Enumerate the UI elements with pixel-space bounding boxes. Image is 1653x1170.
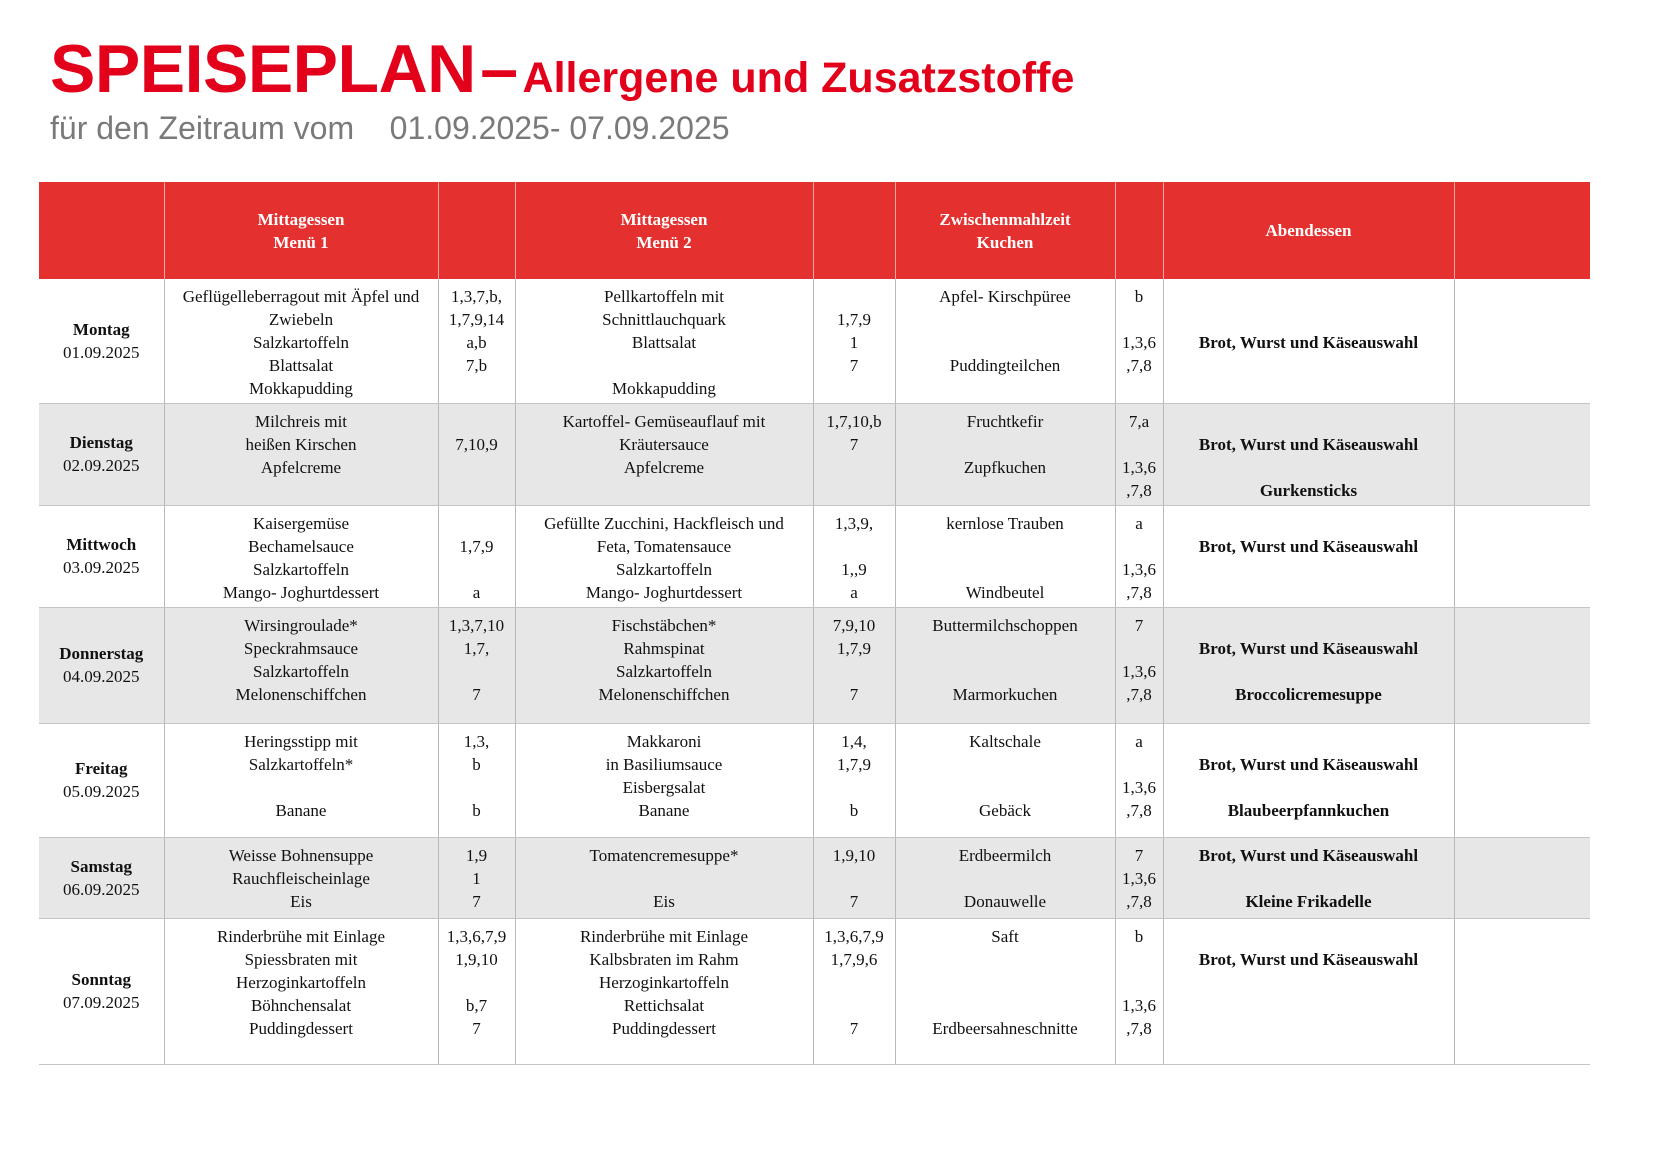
evening-line [1166,456,1452,479]
menu1-line: Herzoginkartoffeln [236,972,366,992]
menu2-line: Salzkartoffeln [616,661,712,681]
menu1-line: Weisse Bohnensuppe [228,845,374,865]
menu2-line: Kalbsbraten im Rahm [589,949,739,969]
menu1-line: Mango- Joghurtdessert [222,582,380,602]
evening-line: Brot, Wurst und Käseauswahl [1198,333,1419,352]
menu2-codes-line: 1,7,9 [837,310,871,329]
menu1-codes-line: 1,3, [463,731,490,751]
menu1-line: Salzkartoffeln [253,661,349,681]
header-row [39,182,1590,279]
evening-line [1166,776,1452,799]
snack-codes-line: b [1134,926,1144,946]
menu2-codes-line: 7 [849,1018,859,1038]
evening-line: Brot, Wurst und Käseauswahl [1198,638,1419,658]
menu2-cell [515,723,813,837]
day-name: Freitag [74,759,128,778]
menu1-codes-line: 1,3,7,10 [448,615,505,635]
menu1-codes-line [441,410,513,433]
day-cell [39,505,164,607]
menu1-codes-line: b [472,800,481,820]
snack-line: Erdbeersahneschnitte [932,1018,1078,1038]
menu2-cell [515,279,813,403]
snack-cell [895,723,1115,837]
evening-cell [1163,279,1454,403]
menu2-cell [515,837,813,918]
menu1-codes-line: 7,b [465,356,488,375]
menu2-codes-line: 7 [849,434,859,454]
menu2-codes-line: 1,9,10 [832,845,876,865]
menu1-codes-cell [438,403,515,505]
menu2-line: in Basiliumsauce [605,754,723,774]
header-menu1 [164,182,438,279]
menu2-codes-line: 1,4, [841,731,867,751]
snack-line: Donauwelle [963,891,1047,911]
evening-line: Brot, Wurst und Käseauswahl [1198,845,1419,865]
snack-codes-line: 1,3,6 [1122,777,1156,797]
evening-line: Brot, Wurst und Käseauswahl [1198,754,1419,774]
menu2-codes-cell [813,918,895,1064]
snack-codes-line [1118,753,1161,776]
snack-line [898,331,1113,354]
menu2-codes-line [816,285,893,308]
title-main: SPEISEPLAN [50,31,476,107]
extra-cell [1454,837,1590,918]
menu2-line: Makkaroni [626,731,702,751]
day-name: Montag [72,319,130,339]
menu2-line: Feta, Tomatensauce [596,536,732,556]
menu2-codes-line: 7 [849,356,859,375]
menu1-line: Kaisergemüse [253,513,349,533]
table-row [39,279,1590,403]
menu1-codes-line: a,b [466,333,487,352]
menu1-codes-line: 1,7,9 [459,536,494,556]
table-row [39,723,1590,837]
menu1-codes-line: 7 [472,891,481,911]
extra-cell [1454,279,1590,403]
period-label: für den Zeitraum vom [50,110,355,146]
menu2-codes-line: b [849,800,859,820]
snack-codes-line: 1,3,6 [1122,559,1156,579]
menu1-codes-line: 1,7,9,14 [448,310,505,329]
snack-line: Zupfkuchen [963,457,1047,477]
snack-codes-line: ,7,8 [1126,1018,1152,1038]
menu1-codes-cell [438,279,515,403]
snack-codes-cell [1115,607,1163,723]
evening-cell [1163,837,1454,918]
menu2-line: Eisbergsalat [622,777,706,797]
menu1-line: Eis [290,891,312,911]
snack-codes-line: ,7,8 [1126,684,1152,704]
snack-codes-line: 7 [1134,845,1144,865]
menu1-line: heißen Kirschen [245,434,357,454]
header-menu2-codes [813,182,895,279]
menu1-line: Geflügelleberragout mit Äpfel und [182,287,420,306]
menu2-line: Rahmspinat [623,638,705,658]
menu2-codes-cell [813,837,895,918]
menu2-cell [515,918,813,1064]
snack-codes-line: 1,3,6 [1122,661,1156,681]
snack-line [898,660,1113,683]
snack-line: Marmorkuchen [952,684,1058,704]
menu1-codes-line: 7,10,9 [455,434,498,454]
header-snack [895,182,1115,279]
menu2-codes-cell [813,723,895,837]
menu1-codes-line: 1 [472,868,481,888]
snack-line [898,637,1113,660]
snack-line: Fruchtkefir [966,411,1044,431]
header-snack-codes [1115,182,1163,279]
evening-cell [1163,723,1454,837]
menu2-cell [515,607,813,723]
snack-cell [895,403,1115,505]
snack-codes-line: ,7,8 [1126,582,1152,602]
day-name: Dienstag [69,433,133,452]
menu2-line: Herzoginkartoffeln [599,972,729,992]
menu2-line: Tomatencremesuppe* [589,845,739,865]
evening-cell [1163,918,1454,1064]
snack-codes-line: 1,3,6 [1122,868,1156,888]
menu1-codes-cell [438,505,515,607]
menu2-line: Eis [653,891,675,911]
day-cell [39,837,164,918]
snack-line: Windbeutel [965,582,1045,602]
menu1-codes-cell [438,723,515,837]
snack-cell [895,505,1115,607]
snack-codes-line [1118,433,1161,456]
menu1-codes-line [441,558,513,581]
day-cell [39,723,164,837]
evening-line [1166,285,1452,308]
header-menu2 [515,182,813,279]
snack-line [898,867,1113,890]
menu1-codes-cell [438,918,515,1064]
snack-line [898,994,1113,1017]
menu2-line: Kartoffel- Gemüseauflauf mit [562,411,766,431]
snack-codes-line: a [1135,731,1143,751]
snack-line [898,535,1113,558]
menu1-line: Blattsalat [268,356,334,375]
menu2-codes-cell [813,607,895,723]
evening-line [1166,730,1452,753]
snack-codes-line [1118,971,1161,994]
menu1-cell [164,607,438,723]
snack-codes-line: 1,3,6 [1122,995,1156,1015]
menu1-codes-line [441,512,513,535]
snack-cell [895,279,1115,403]
snack-line [898,948,1113,971]
snack-codes-line: 1,3,6 [1122,457,1156,477]
menu2-line: Banane [638,800,690,820]
period-range: 01.09.2025- 07.09.2025 [389,110,730,146]
menu2-line: Schnittlauchquark [602,310,726,329]
title-dash: – [480,31,519,107]
menu1-codes-line: 1,3,7,b, [451,287,502,306]
evening-line [1166,410,1452,433]
menu2-codes-line: 1,7,9 [837,638,871,658]
menu1-codes-line: 7 [472,684,481,704]
snack-codes-line: ,7,8 [1126,356,1152,375]
evening-line: Kleine Frikadelle [1245,891,1372,911]
menu2-line: Kräutersauce [619,434,709,454]
extra-cell [1454,607,1590,723]
menu1-line: Melonenschiffchen [235,684,367,704]
menu1-codes-line: 7 [472,1018,481,1038]
menu2-codes-line: a [850,582,858,602]
evening-line [1166,308,1452,331]
snack-codes-line: b [1134,287,1144,306]
menu2-codes-line: 7 [849,684,859,704]
snack-line: Puddingteilchen [949,356,1061,375]
day-name: Donnerstag [59,644,144,663]
table-row [39,403,1590,505]
snack-cell [895,607,1115,723]
menu2-line: Puddingdessert [612,1018,716,1038]
day-date: 03.09.2025 [63,558,140,577]
evening-line [1166,660,1452,683]
menu2-line: Apfelcreme [623,457,705,477]
menu1-codes-line [441,776,513,799]
snack-cell [895,918,1115,1064]
menu2-codes-line: 7,9,10 [832,615,876,635]
menu-table-body [39,279,1590,1064]
menu1-cell [164,279,438,403]
menu1-line: Böhnchensalat [250,995,352,1015]
snack-codes-cell [1115,505,1163,607]
evening-cell [1163,403,1454,505]
menu1-line: Speckrahmsauce [243,638,359,658]
table-row [39,607,1590,723]
snack-codes-line: 7 [1134,615,1144,635]
snack-line: Saft [991,926,1019,946]
menu1-line: Heringsstipp mit [244,731,358,751]
snack-codes-line: ,7,8 [1126,480,1152,500]
menu1-line: Salzkartoffeln [253,559,349,579]
menu2-codes-line: 7 [849,891,859,911]
snack-line [898,776,1113,799]
menu2-codes-line [816,776,893,799]
snack-line [898,558,1113,581]
menu1-line: Rinderbrühe mit Einlage [216,926,386,946]
day-date: 07.09.2025 [63,993,140,1012]
menu1-line: Wirsingroulade* [244,615,358,635]
table-row [39,505,1590,607]
snack-codes-line [1118,948,1161,971]
menu-table [39,182,1590,1065]
extra-cell [1454,403,1590,505]
menu1-line [167,776,436,799]
menu1-codes-cell [438,837,515,918]
day-date: 01.09.2025 [63,342,140,362]
menu1-codes-line [441,660,513,683]
snack-line [898,971,1113,994]
menu2-line: Pellkartoffeln mit [603,287,725,306]
snack-cell [895,837,1115,918]
header-snack-line2: Kuchen [976,232,1034,252]
menu1-codes-line: 1,9 [465,845,488,865]
menu2-codes-line: 1,7,10,b [826,411,882,431]
menu2-cell [515,505,813,607]
day-cell [39,607,164,723]
menu1-codes-line: 1,7, [463,638,490,658]
menu2-codes-line: 1,7,9 [837,754,871,774]
snack-line: Apfel- Kirschpüree [939,287,1071,306]
menu1-codes-line: a [472,582,481,602]
menu1-line: Rauchfleischeinlage [232,868,370,888]
header-snack-line1: Zwischenmahlzeit [939,209,1071,229]
menu2-codes-line: 1,,9 [841,559,867,579]
page-title [50,30,1074,108]
period-subtitle [50,110,730,147]
title-sub: Allergene und Zusatzstoffe [522,54,1075,102]
menu1-codes-line: 1,9,10 [455,949,498,969]
menu1-line: Apfelcreme [260,457,342,477]
header-evening [1163,182,1454,279]
table-row [39,918,1590,1064]
evening-line [1166,512,1452,535]
menu1-line: Banane [275,800,327,820]
snack-line: Gebäck [979,800,1031,820]
day-name: Mittwoch [66,535,137,554]
day-cell [39,403,164,505]
menu2-codes-line: 1,3,9, [834,513,874,533]
menu1-codes-line [441,971,513,994]
evening-line [1166,925,1452,948]
menu1-line: Zwiebeln [268,310,334,329]
menu1-codes-line: b,7 [465,995,488,1015]
snack-line: Kaltschale [969,731,1041,751]
header-menu2-line1: Mittagessen [620,209,708,229]
evening-cell [1163,505,1454,607]
menu2-line: Rettichsalat [623,995,705,1015]
menu2-codes-cell [813,505,895,607]
menu2-line: Gefüllte Zucchini, Hackfleisch und [544,513,784,533]
day-name: Sonntag [71,970,132,989]
extra-cell [1454,918,1590,1064]
menu2-codes-line: 1,3,6,7,9 [824,926,884,946]
menu2-cell [515,403,813,505]
day-date: 06.09.2025 [63,879,140,899]
snack-line [898,433,1113,456]
menu1-cell [164,918,438,1064]
snack-codes-cell [1115,723,1163,837]
snack-line: Buttermilchschoppen [932,615,1078,635]
day-cell [39,279,164,403]
menu1-line: Bechamelsauce [248,536,354,556]
snack-codes-line: 1,3,6 [1122,333,1156,352]
snack-line [898,753,1113,776]
header-menu1-line1: Mittagessen [257,209,345,229]
snack-codes-cell [1115,403,1163,505]
snack-codes-line: ,7,8 [1126,891,1152,911]
menu2-codes-line [816,867,893,890]
menu1-cell [164,723,438,837]
snack-codes-line: ,7,8 [1126,800,1152,820]
menu1-cell [164,505,438,607]
header-extra [1454,182,1590,279]
evening-line [1166,867,1452,890]
snack-codes-line [1118,637,1161,660]
menu2-codes-line [816,971,893,994]
menu1-line: Spiessbraten mit [244,949,358,969]
menu1-codes-line: 1,3,6,7,9 [446,926,507,946]
menu1-codes-line: b [472,754,481,774]
menu1-line: Mokkapudding [249,379,353,398]
snack-codes-line [1118,535,1161,558]
menu2-codes-line [816,994,893,1017]
menu2-codes-line: 1,7,9,6 [830,949,878,969]
menu2-line: Fischstäbchen* [611,615,717,635]
menu1-codes-cell [438,607,515,723]
evening-line: Blaubeerpfannkuchen [1227,800,1390,820]
header-menu1-line2: Menü 1 [273,232,329,252]
day-cell [39,918,164,1064]
menu1-line: Puddingdessert [249,1018,353,1038]
snack-codes-line: a [1135,513,1143,533]
menu2-codes-line: 1 [849,333,859,352]
header-menu2-line2: Menü 2 [636,232,692,252]
menu2-codes-line [816,660,893,683]
menu2-line: Mango- Joghurtdessert [585,582,743,602]
table-row [39,837,1590,918]
menu2-codes-cell [813,279,895,403]
extra-cell [1454,723,1590,837]
menu2-line: Melonenschiffchen [598,684,730,704]
evening-cell [1163,607,1454,723]
snack-line [898,308,1113,331]
snack-line: kernlose Trauben [946,513,1064,533]
menu1-line: Salzkartoffeln* [248,754,354,774]
menu2-codes-line [816,535,893,558]
header-day [39,182,164,279]
day-date: 05.09.2025 [63,782,140,801]
menu1-cell [164,837,438,918]
evening-line [1166,614,1452,637]
menu2-line: Salzkartoffeln [616,559,712,579]
day-name: Samstag [70,856,132,876]
evening-line: Brot, Wurst und Käseauswahl [1198,949,1419,969]
snack-codes-line [1118,308,1161,331]
header-evening-line1: Abendessen [1265,221,1352,240]
snack-codes-cell [1115,837,1163,918]
menu2-line: Mokkapudding [612,379,716,398]
header-menu1-codes [438,182,515,279]
snack-line: Erdbeermilch [958,845,1052,865]
menu1-line: Salzkartoffeln [253,333,349,352]
menu2-line: Rinderbrühe mit Einlage [579,926,749,946]
evening-line: Brot, Wurst und Käseauswahl [1198,434,1419,454]
extra-cell [1454,505,1590,607]
menu1-line: Milchreis mit [254,411,348,431]
menu2-line [518,354,811,377]
snack-codes-cell [1115,918,1163,1064]
menu2-line: Blattsalat [631,333,697,352]
evening-line: Gurkensticks [1259,480,1358,500]
menu1-cell [164,403,438,505]
menu2-line [518,867,811,890]
evening-line: Brot, Wurst und Käseauswahl [1198,536,1419,556]
evening-line: Broccolicremesuppe [1235,684,1382,704]
day-date: 02.09.2025 [63,456,140,475]
snack-codes-line: 7,a [1128,411,1150,431]
snack-codes-cell [1115,279,1163,403]
menu2-codes-cell [813,403,895,505]
day-date: 04.09.2025 [63,667,140,686]
